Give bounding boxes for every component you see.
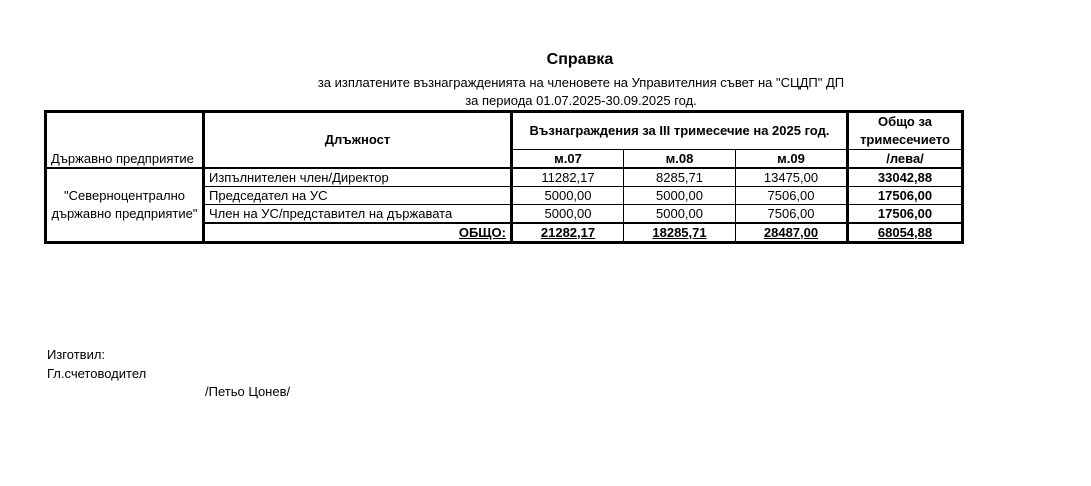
row-m07: 5000,00 (512, 187, 624, 205)
totals-total: 68054,88 (848, 223, 963, 243)
header-total-line2: тримесечието (860, 132, 950, 147)
row-m08: 8285,71 (624, 168, 736, 187)
preparer-name: /Петьо Цонев/ (205, 384, 291, 399)
row-m09: 7506,00 (736, 205, 848, 224)
header-month-09: м.09 (736, 150, 848, 169)
row-m09: 7506,00 (736, 187, 848, 205)
header-month-07: м.07 (512, 150, 624, 169)
remuneration-table (44, 110, 964, 244)
row-total: 17506,00 (848, 187, 963, 205)
totals-m08: 18285,71 (624, 223, 736, 243)
preparer-role: Гл.счетоводител (47, 366, 147, 381)
subtitle-period: за периода 01.07.2025-30.09.2025 год. (465, 93, 697, 108)
enterprise-name: "Северноцентрално държавно предприятие" (46, 168, 204, 243)
row-position: Изпълнителен член/Директор (204, 168, 512, 187)
header-month-08: м.08 (624, 150, 736, 169)
totals-m09: 28487,00 (736, 223, 848, 243)
header-total-unit: /лева/ (848, 150, 963, 169)
page-title: Справка (546, 51, 614, 68)
totals-label: ОБЩО: (204, 223, 512, 243)
header-enterprise: Държавно предприятие (46, 112, 204, 169)
table-row (46, 168, 963, 187)
prepared-by-label: Изготвил: (47, 347, 106, 362)
totals-m07: 21282,17 (512, 223, 624, 243)
row-m07: 11282,17 (512, 168, 624, 187)
header-total (848, 112, 963, 150)
header-total-line1: Общо за (877, 114, 932, 129)
row-position: Председател на УС (204, 187, 512, 205)
row-total: 33042,88 (848, 168, 963, 187)
row-m08: 5000,00 (624, 205, 736, 224)
header-position: Длъжност (204, 112, 512, 169)
row-m08: 5000,00 (624, 187, 736, 205)
subtitle-recipients: за изплатените възнагражденията на членовете на Управителния съвет на "СЦДП" ДП (317, 75, 845, 90)
row-total: 17506,00 (848, 205, 963, 224)
row-position: Член на УС/представител на държавата (204, 205, 512, 224)
row-m07: 5000,00 (512, 205, 624, 224)
header-quarter: Възнаграждения за III тримесечие на 2025 год. (512, 112, 848, 150)
row-m09: 13475,00 (736, 168, 848, 187)
